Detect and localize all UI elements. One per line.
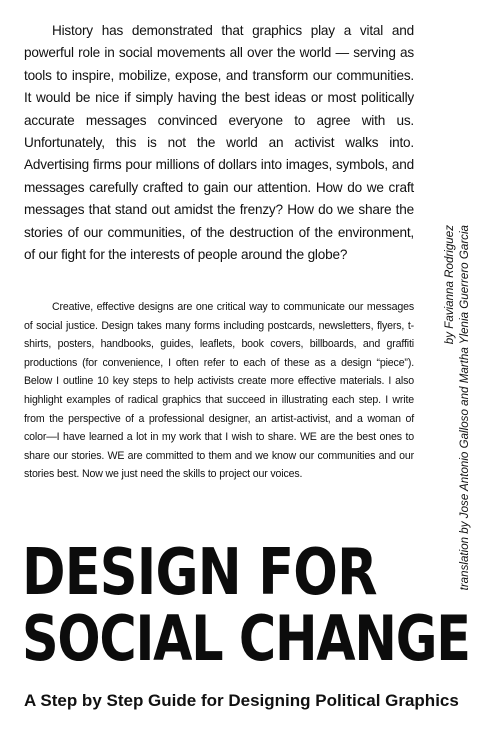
- author-credit: by Favianna Rodriguez: [443, 225, 456, 345]
- body-paragraph: Creative, effective designs are one critical way to communicate our messages of social justice. Design takes many forms including postcards, newsletters, flyers, t-shirts, posters, handbooks, guides, leaflets, book covers, billboards, and graffiti productions (for convenience, I often refer to each of these as a design “piece”). Below I outline 10 key steps to help activists create more effective materials. I also highlight examples of radical graphics that succeed in illustrating each step. I write from the perspective of a professional designer, an artist-activist, and a woman of color—I have learned a lot in my work that I wish to share. WE are the best ones to share our stories. WE are committed to them and we know our communities and our stories best. Now we just need the skills to project our voices.: [24, 301, 414, 481]
- intro-paragraph: History has demonstrated that graphics play a vital and powerful role in social movements all over the world — serving as tools to inspire, mobilize, expose, and transform our communities. It would be nice if simply having the best ideas or most politically accurate messages convinced everyone to agree with us. Unfortunately, this is not the world an activist walks into. Advertising firms pour millions of dollars into images, symbols, and messages carefully crafted to gain our attention. How do we craft messages that stand out amidst the frenzy? How do we share the stories of our communities, of the destruction of the environment, of our fight for the interests of people around the globe?: [24, 23, 414, 263]
- main-title: [22, 536, 470, 675]
- subtitle: A Step by Step Guide for Designing Political Graphics: [24, 691, 459, 710]
- title-line-1: DESIGN FOR: [22, 536, 377, 610]
- credits: [442, 225, 480, 625]
- translation-credit: translation by Jose Antonio Galloso and Martha Ylenia Guerrero Garcia: [458, 225, 471, 591]
- title-line-2: SOCIAL CHANGE: [22, 602, 470, 675]
